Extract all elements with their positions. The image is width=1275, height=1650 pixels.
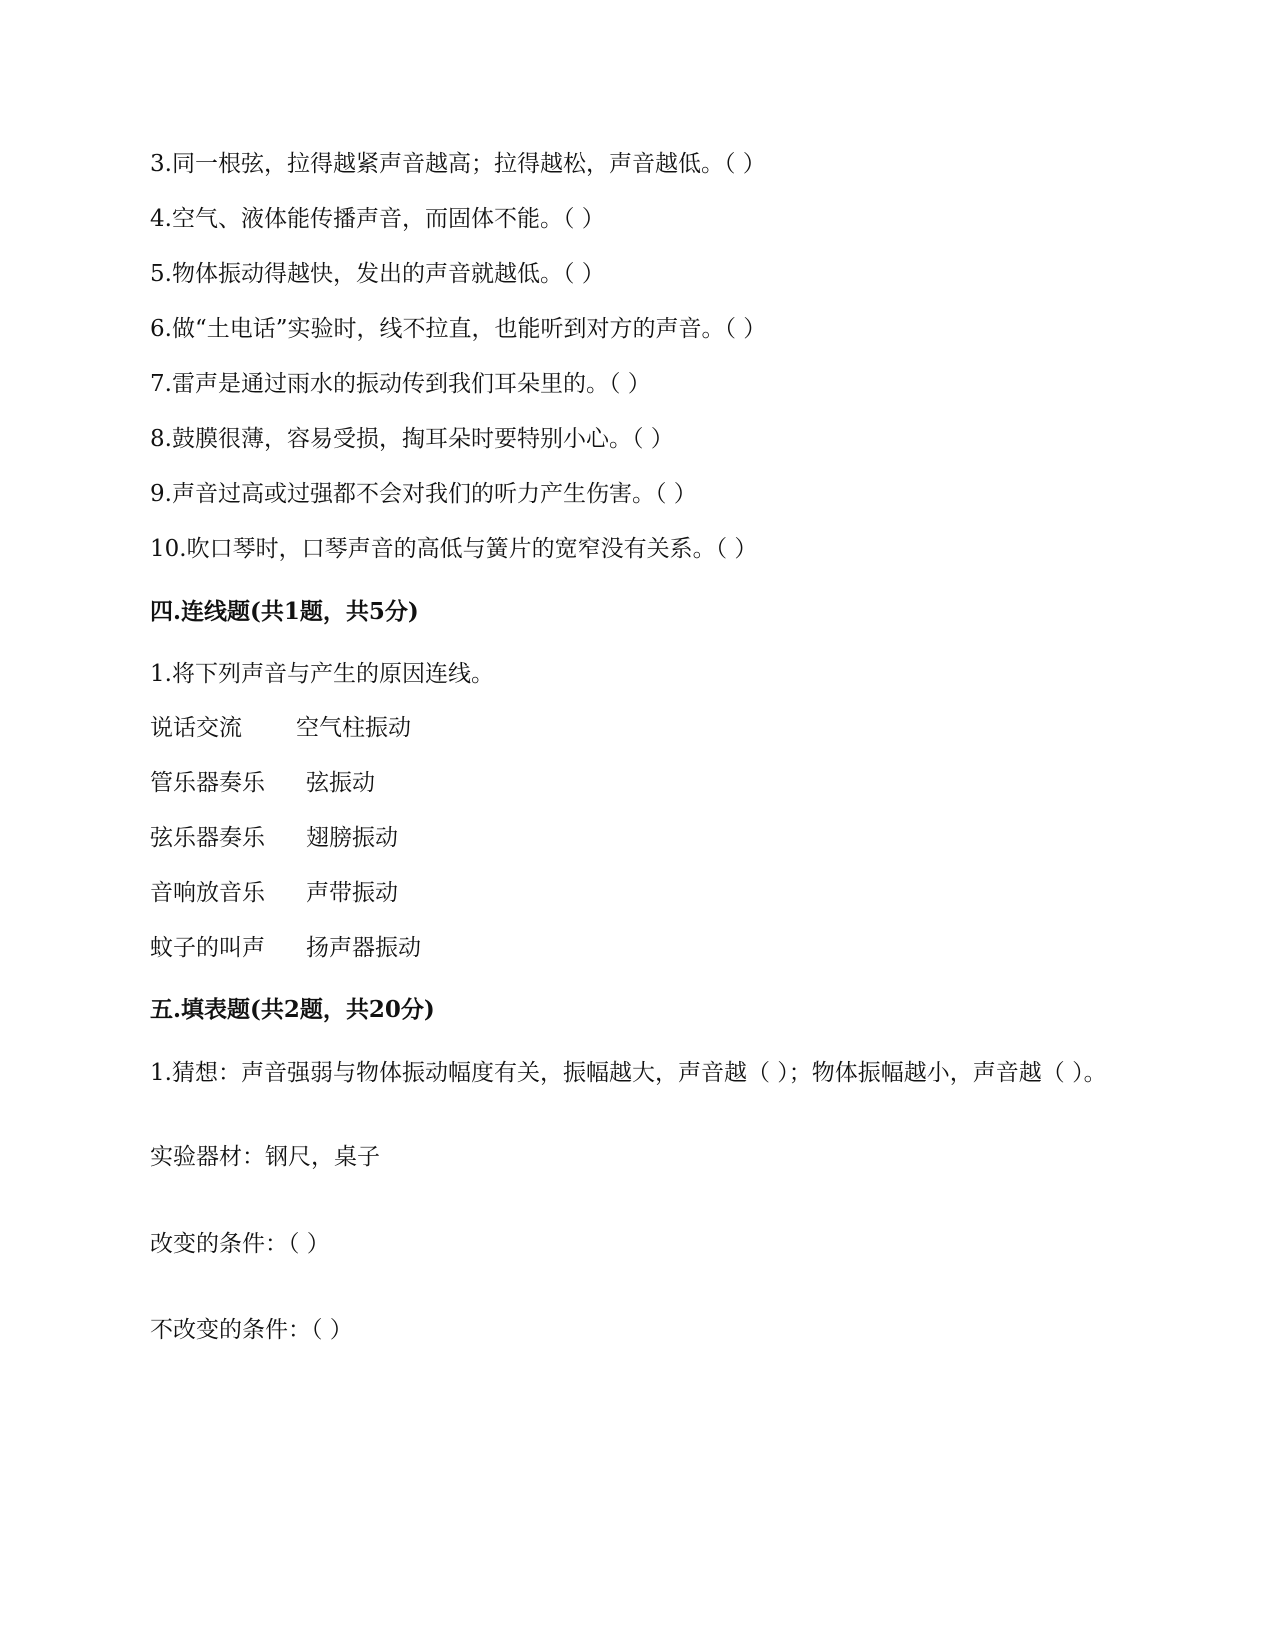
matching-left-item: 蚊子的叫声: [150, 935, 265, 961]
matching-row: [150, 712, 411, 744]
judgment-item-5: 5.物体振动得越快，发出的声音就越低。（ ）: [150, 261, 605, 287]
matching-right-item: 翅膀振动: [306, 825, 398, 851]
judgment-item-9: 9.声音过高或过强都不会对我们的听力产生伤害。（ ）: [150, 481, 697, 507]
section5-changed-condition: 改变的条件：（ ）: [150, 1231, 330, 1257]
matching-right-item: 空气柱振动: [296, 715, 411, 741]
section5-materials: 实验器材：钢尺，桌子: [150, 1144, 380, 1170]
judgment-item-8: 8.鼓膜很薄，容易受损，掏耳朵时要特别小心。（ ）: [150, 426, 674, 452]
matching-row: [150, 877, 398, 909]
matching-row: [150, 822, 398, 854]
judgment-item-3: 3.同一根弦，拉得越紧声音越高；拉得越松，声音越低。（ ）: [150, 151, 766, 177]
matching-left-item: 管乐器奏乐: [150, 770, 265, 796]
section4-heading: 四.连线题(共1题，共5分): [150, 598, 419, 625]
matching-left-item: 音响放音乐: [150, 880, 265, 906]
matching-row: [150, 767, 375, 799]
judgment-item-6: 6.做“土电话”实验时，线不拉直，也能听到对方的声音。（ ）: [150, 316, 767, 342]
section5-unchanged-condition: 不改变的条件：（ ）: [150, 1317, 353, 1343]
matching-right-item: 扬声器振动: [306, 935, 421, 961]
section5-heading: 五.填表题(共2题，共20分): [150, 996, 435, 1023]
matching-left-item: 说话交流: [150, 715, 242, 741]
judgment-item-4: 4.空气、液体能传播声音，而固体不能。（ ）: [150, 206, 605, 232]
judgment-item-10: 10.吹口琴时，口琴声音的高低与簧片的宽窄没有关系。（ ）: [150, 536, 758, 562]
section4-question: 1.将下列声音与产生的原因连线。: [150, 661, 494, 687]
matching-left-item: 弦乐器奏乐: [150, 825, 265, 851]
section5-question: 1.猜想：声音强弱与物体振动幅度有关，振幅越大，声音越（ ）；物体振幅越小，声音越（ ）。: [150, 1060, 1107, 1086]
matching-right-item: 声带振动: [306, 880, 398, 906]
matching-right-item: 弦振动: [306, 770, 375, 796]
judgment-item-7: 7.雷声是通过雨水的振动传到我们耳朵里的。（ ）: [150, 371, 651, 397]
matching-row: [150, 932, 421, 964]
